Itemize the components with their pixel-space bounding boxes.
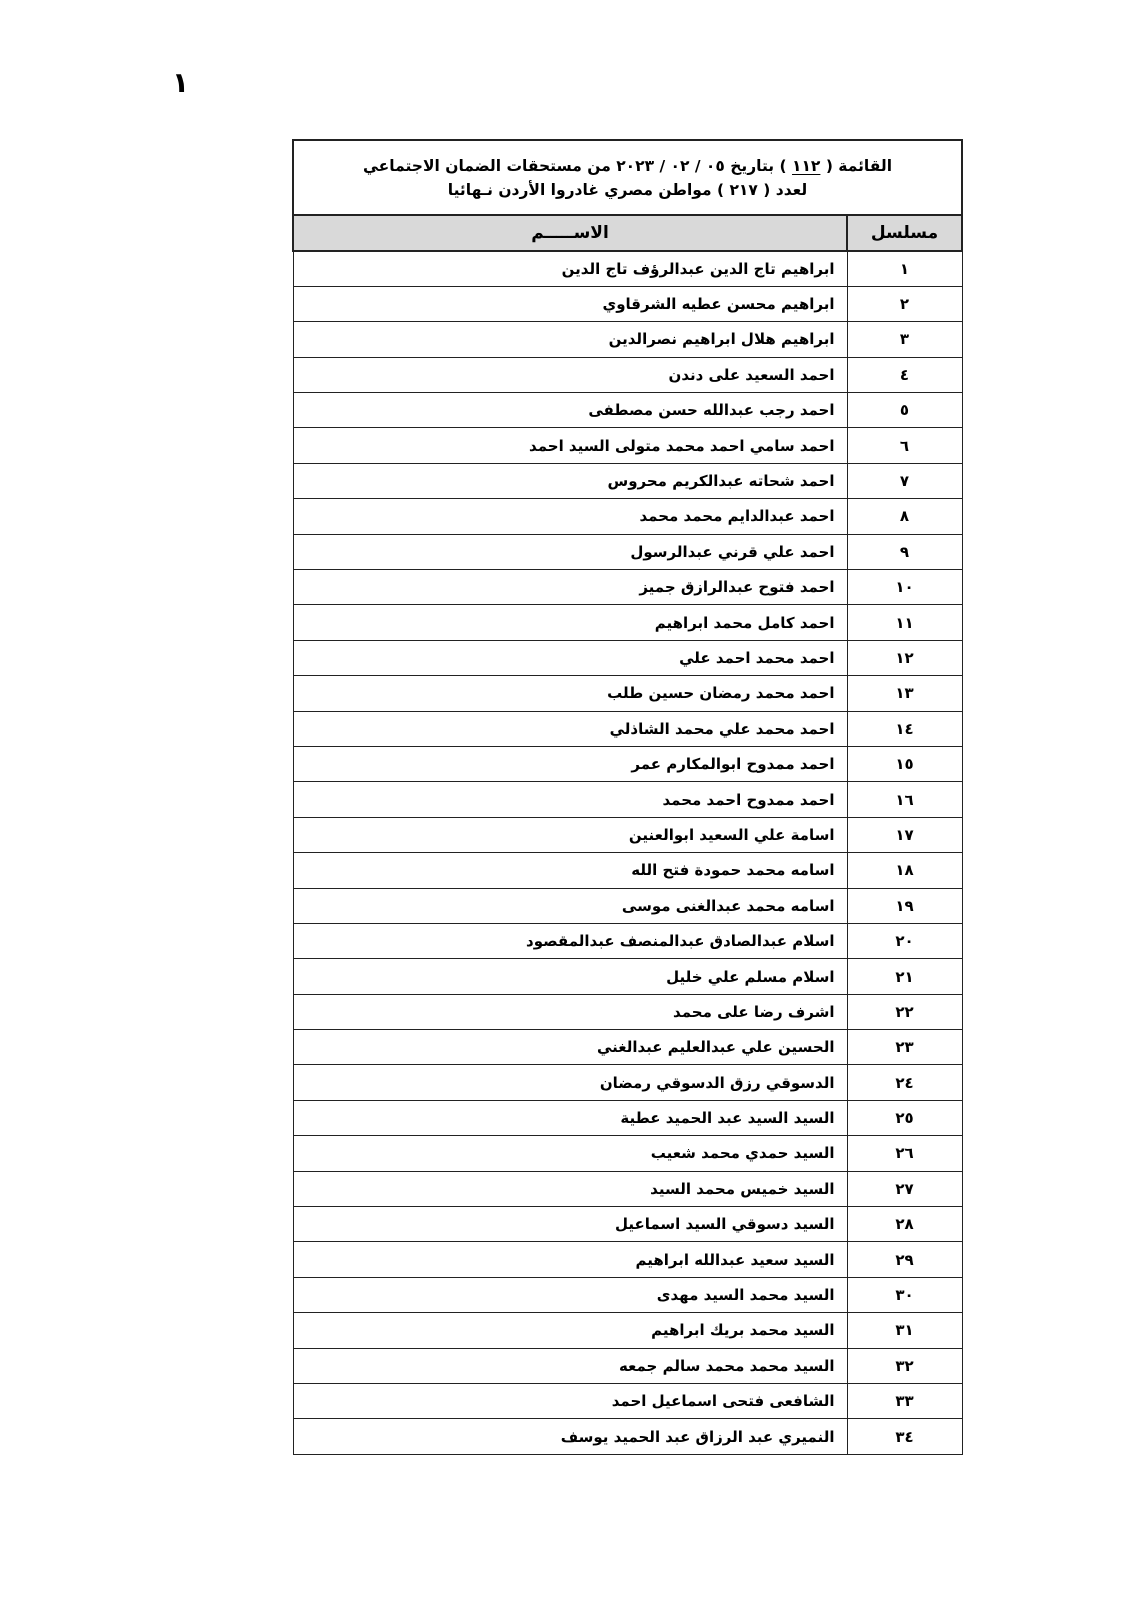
table-row xyxy=(293,1313,962,1348)
name-cell: اسامه محمد عبدالغنى موسى xyxy=(293,888,847,923)
name-cell: السيد محمد بريك ابراهيم xyxy=(293,1313,847,1348)
name-cell: احمد رجب عبدالله حسن مصطفى xyxy=(293,393,847,428)
serial-cell: ٢٢ xyxy=(847,994,962,1029)
serial-cell: ١٠ xyxy=(847,570,962,605)
serial-cell: ١٥ xyxy=(847,746,962,781)
name-column-header: الاســـــم xyxy=(293,215,847,251)
serial-cell: ١٩ xyxy=(847,888,962,923)
table-row xyxy=(293,1207,962,1242)
name-cell: السيد محمد محمد سالم جمعه xyxy=(293,1348,847,1383)
serial-cell: ١١ xyxy=(847,605,962,640)
table-row xyxy=(293,570,962,605)
table-row xyxy=(293,782,962,817)
name-cell: احمد السعيد على دندن xyxy=(293,357,847,392)
name-cell: احمد محمد رمضان حسين طلب xyxy=(293,676,847,711)
serial-cell: ٢٠ xyxy=(847,923,962,958)
table-row xyxy=(293,1242,962,1277)
list-title-suffix: ) بتاريخ ٠٥ / ٠٢ / ٢٠٢٣ من مستحقات الضمان الاجتماعي xyxy=(362,156,787,175)
name-cell: ابراهيم تاج الدين عبدالرؤف تاج الدين xyxy=(293,251,847,286)
serial-cell: ٢ xyxy=(847,286,962,321)
table-row xyxy=(293,817,962,852)
name-cell: احمد فتوح عبدالرازق جميز xyxy=(293,570,847,605)
table-row xyxy=(293,357,962,392)
table-row xyxy=(293,499,962,534)
name-cell: احمد عبدالدايم محمد محمد xyxy=(293,499,847,534)
name-cell: احمد ممدوح ابوالمكارم عمر xyxy=(293,746,847,781)
serial-cell: ٣١ xyxy=(847,1313,962,1348)
name-cell: السيد محمد السيد مهدى xyxy=(293,1277,847,1312)
serial-cell: ١٢ xyxy=(847,640,962,675)
serial-cell: ٢٨ xyxy=(847,1207,962,1242)
table-row xyxy=(293,1384,962,1419)
table-row xyxy=(293,1171,962,1206)
table-row xyxy=(293,676,962,711)
serial-cell: ٩ xyxy=(847,534,962,569)
list-title xyxy=(293,140,962,215)
serial-cell: ٦ xyxy=(847,428,962,463)
list-title-prefix: القائمة ( xyxy=(825,156,893,175)
serial-cell: ٢٥ xyxy=(847,1100,962,1135)
name-cell: اشرف رضا على محمد xyxy=(293,994,847,1029)
serial-cell: ٢١ xyxy=(847,959,962,994)
citizens-list-table xyxy=(292,139,963,1455)
serial-cell: ٢٦ xyxy=(847,1136,962,1171)
name-cell: اسلام عبدالصادق عبدالمنصف عبدالمقصود xyxy=(293,923,847,958)
name-cell: احمد محمد علي محمد الشاذلي xyxy=(293,711,847,746)
list-title-line-1 xyxy=(306,154,949,178)
table-row xyxy=(293,888,962,923)
table-row xyxy=(293,605,962,640)
serial-cell: ١٦ xyxy=(847,782,962,817)
serial-cell: ٣٣ xyxy=(847,1384,962,1419)
serial-cell: ١ xyxy=(847,251,962,286)
name-cell: اسامة علي السعيد ابوالعنين xyxy=(293,817,847,852)
column-header-row xyxy=(293,215,962,251)
list-number: ١١٢ xyxy=(792,156,821,175)
table-row xyxy=(293,393,962,428)
table-row xyxy=(293,853,962,888)
name-cell: السيد حمدي محمد شعيب xyxy=(293,1136,847,1171)
serial-cell: ٣٢ xyxy=(847,1348,962,1383)
name-cell: اسامه محمد حمودة فتح الله xyxy=(293,853,847,888)
table-row xyxy=(293,251,962,286)
serial-cell: ٧ xyxy=(847,463,962,498)
table-row xyxy=(293,923,962,958)
name-cell: الدسوقي رزق الدسوقي رمضان xyxy=(293,1065,847,1100)
serial-cell: ٤ xyxy=(847,357,962,392)
name-cell: احمد سامي احمد محمد متولى السيد احمد xyxy=(293,428,847,463)
table-row xyxy=(293,322,962,357)
name-cell: الشافعى فتحى اسماعيل احمد xyxy=(293,1384,847,1419)
table-row xyxy=(293,959,962,994)
name-cell: النميري عبد الرزاق عبد الحميد يوسف xyxy=(293,1419,847,1454)
table-row xyxy=(293,1100,962,1135)
list-title-line-2: لعدد ( ٢١٧ ) مواطن مصري غادروا الأردن نـهائيا xyxy=(447,180,808,199)
table-row xyxy=(293,1030,962,1065)
name-cell: السيد خميس محمد السيد xyxy=(293,1171,847,1206)
table-row xyxy=(293,286,962,321)
serial-cell: ٣ xyxy=(847,322,962,357)
table-body xyxy=(293,251,962,1454)
name-cell: احمد علي قرني عبدالرسول xyxy=(293,534,847,569)
name-cell: ابراهيم هلال ابراهيم نصرالدين xyxy=(293,322,847,357)
title-row xyxy=(293,140,962,215)
name-cell: الحسين علي عبدالعليم عبدالغني xyxy=(293,1030,847,1065)
table-row xyxy=(293,1136,962,1171)
table-row xyxy=(293,746,962,781)
name-cell: احمد ممدوح احمد محمد xyxy=(293,782,847,817)
serial-cell: ٣٠ xyxy=(847,1277,962,1312)
name-cell: احمد شحاته عبدالكريم محروس xyxy=(293,463,847,498)
table-row xyxy=(293,534,962,569)
serial-cell: ٢٤ xyxy=(847,1065,962,1100)
table-row xyxy=(293,463,962,498)
table-row xyxy=(293,711,962,746)
serial-cell: ١٨ xyxy=(847,853,962,888)
table-row xyxy=(293,994,962,1029)
serial-column-header: مسلسل xyxy=(847,215,962,251)
serial-cell: ٢٣ xyxy=(847,1030,962,1065)
serial-cell: ٢٩ xyxy=(847,1242,962,1277)
name-cell: السيد سعيد عبدالله ابراهيم xyxy=(293,1242,847,1277)
serial-cell: ٥ xyxy=(847,393,962,428)
name-cell: ابراهيم محسن عطيه الشرقاوي xyxy=(293,286,847,321)
table-row xyxy=(293,1348,962,1383)
name-cell: احمد محمد احمد علي xyxy=(293,640,847,675)
serial-cell: ١٣ xyxy=(847,676,962,711)
table-row xyxy=(293,1419,962,1454)
name-cell: اسلام مسلم علي خليل xyxy=(293,959,847,994)
serial-cell: ١٤ xyxy=(847,711,962,746)
name-cell: احمد كامل محمد ابراهيم xyxy=(293,605,847,640)
serial-cell: ٨ xyxy=(847,499,962,534)
table-row xyxy=(293,1065,962,1100)
page-number: ١ xyxy=(172,66,190,99)
name-cell: السيد السيد عبد الحميد عطية xyxy=(293,1100,847,1135)
table-row xyxy=(293,1277,962,1312)
name-cell: السيد دسوقي السيد اسماعيل xyxy=(293,1207,847,1242)
serial-cell: ١٧ xyxy=(847,817,962,852)
serial-cell: ٢٧ xyxy=(847,1171,962,1206)
table-row xyxy=(293,428,962,463)
table-row xyxy=(293,640,962,675)
serial-cell: ٣٤ xyxy=(847,1419,962,1454)
